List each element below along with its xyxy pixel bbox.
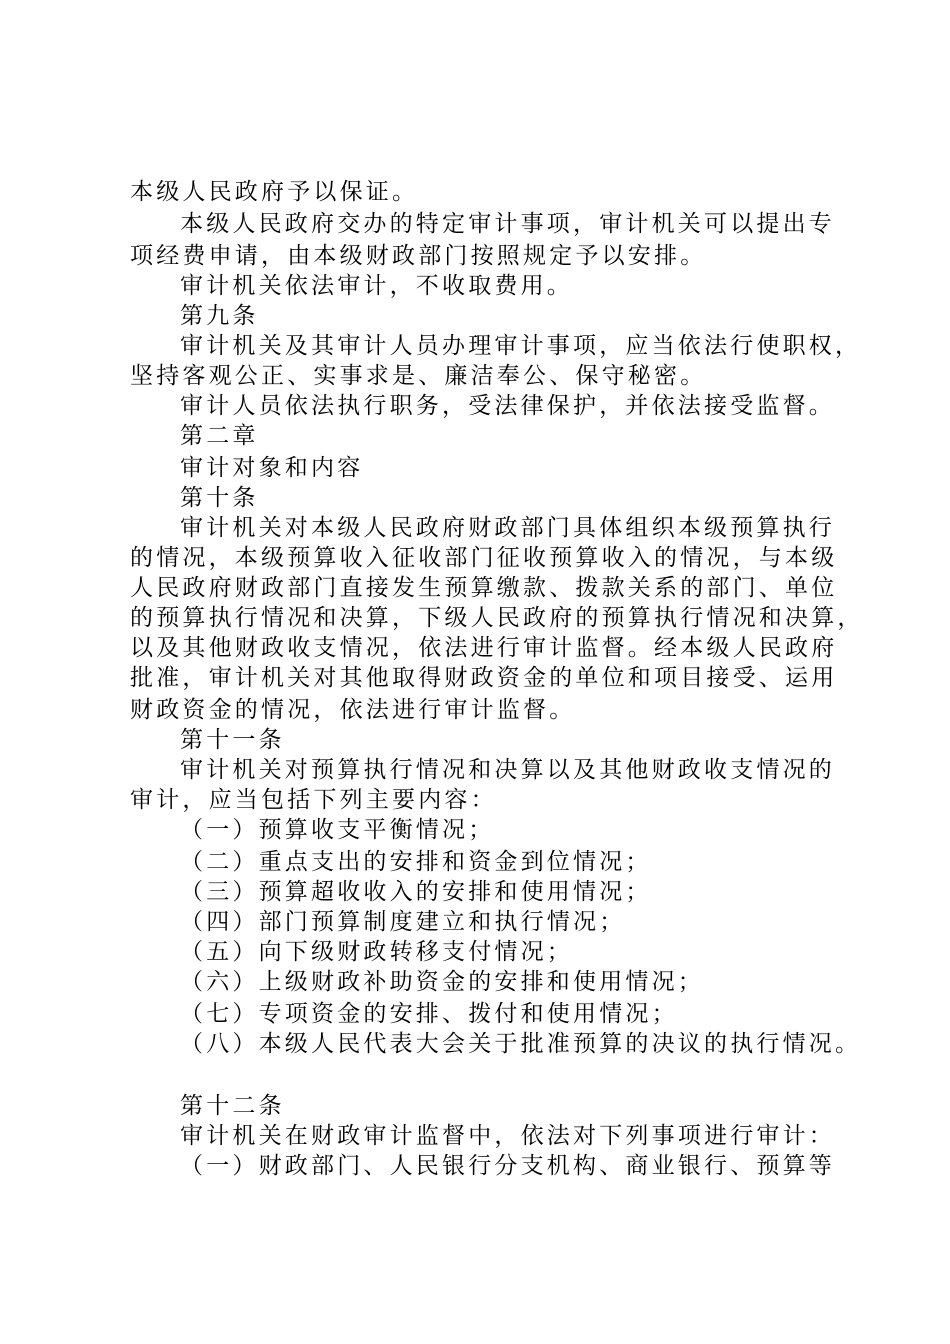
text-line-31: 审计机关在财政审计监督中，依法对下列事项进行审计： [180, 1123, 835, 1149]
text-line-6: 审计机关及其审计人员办理审计事项，应当依法行使职权， [180, 333, 862, 359]
list-item-5: （五）向下级财政转移支付情况； [180, 939, 573, 965]
list-item-6: （六）上级财政补助资金的安排和使用情况； [180, 969, 704, 995]
list-item-8: （八）本级人民代表大会关于批准预算的决议的执行情况。 [180, 1031, 862, 1057]
article-heading-11: 第十一条 [180, 727, 285, 753]
list-item-1: （一）预算收支平衡情况； [180, 817, 495, 843]
list-item-3: （三）预算超收收入的安排和使用情况； [180, 879, 652, 905]
text-line-16: 以及其他财政收支情况，依法进行审计监督。经本级人民政府 [130, 635, 838, 661]
text-line-8: 审计人员依法执行职务，受法律保护，并依法接受监督。 [180, 393, 835, 419]
chapter-title: 审计对象和内容 [180, 455, 364, 481]
text-line-18: 财政资金的情况，依法进行审计监督。 [130, 697, 576, 723]
text-line-4: 审计机关依法审计，不收取费用。 [180, 273, 573, 299]
list-item-4: （四）部门预算制度建立和执行情况； [180, 909, 626, 935]
text-line-13: 的情况，本级预算收入征收部门征收预算收入的情况，与本级 [130, 545, 838, 571]
text-line-20: 审计机关对预算执行情况和决算以及其他财政收支情况的 [180, 757, 835, 783]
article-heading-12: 第十二条 [180, 1093, 285, 1119]
article-heading-10: 第十条 [180, 485, 259, 511]
list-item-2: （二）重点支出的安排和资金到位情况； [180, 849, 652, 875]
text-line-2: 本级人民政府交办的特定审计事项，审计机关可以提出专 [180, 211, 835, 237]
text-line-21: 审计，应当包括下列主要内容： [130, 787, 497, 813]
text-line-17: 批准，审计机关对其他取得财政资金的单位和项目接受、运用 [130, 665, 838, 691]
chapter-heading-2: 第二章 [180, 423, 259, 449]
text-line-1: 本级人民政府予以保证。 [130, 179, 419, 205]
list-item-7: （七）专项资金的安排、拨付和使用情况； [180, 1001, 678, 1027]
article-heading-9: 第九条 [180, 303, 259, 329]
text-line-15: 的预算执行情况和决算，下级人民政府的预算执行情况和决算， [130, 605, 864, 631]
text-line-12: 审计机关对本级人民政府财政部门具体组织本级预算执行 [180, 515, 835, 541]
text-line-14: 人民政府财政部门直接发生预算缴款、拨款关系的部门、单位 [130, 575, 838, 601]
list-item-12-1: （一）财政部门、人民银行分支机构、商业银行、预算等 [180, 1153, 835, 1179]
text-line-7: 坚持客观公正、实事求是、廉洁奉公、保守秘密。 [130, 363, 707, 389]
text-line-3: 项经费申请，由本级财政部门按照规定予以安排。 [130, 243, 707, 269]
